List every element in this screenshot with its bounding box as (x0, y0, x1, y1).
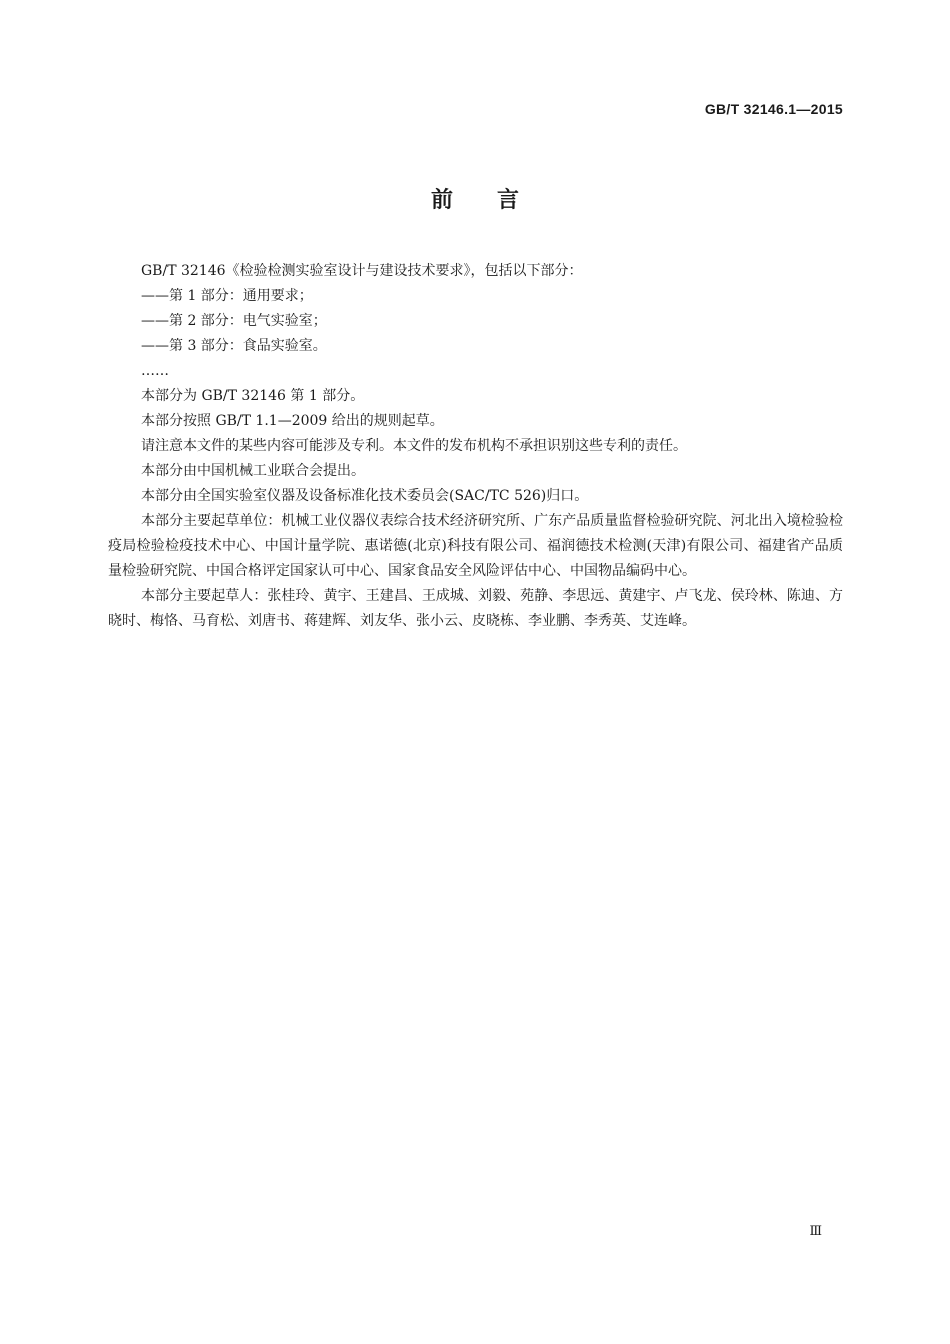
page-number: Ⅲ (809, 1224, 822, 1239)
paragraph-part-statement: 本部分为 GB/T 32146 第 1 部分。 (141, 388, 365, 404)
paragraph-technical-committee: 本部分由全国实验室仪器及设备标准化技术委员会(SAC/TC 526)归口。 (141, 488, 589, 504)
title-char-1: 前 (430, 188, 453, 213)
paragraph-series-intro: GB/T 32146《检验检测实验室设计与建设技术要求》，包括以下部分： (141, 263, 583, 279)
paragraph-drafting-organizations: 本部分主要起草单位：机械工业仪器仪表综合技术经济研究所、广东产品质量监督检验研究院、河北出入境检验检疫局检验检疫技术中心、中国计量学院、惠诺德(北京)科技有限公司、福润德技术检测(天津)有限公司、福建省产品质量检验研究院、中国合格评定国家认可中心、国家食品安全风险评估中心、中国物品编码中心。 (108, 513, 843, 579)
list-item-part-2: ——第 2 部分：电气实验室； (141, 313, 327, 329)
paragraph-drafters: 本部分主要起草人：张桂玲、黄宇、王建昌、王成城、刘毅、苑静、李思远、黄建宇、卢飞龙、侯玲林、陈迪、方晓时、梅恪、马育松、刘唐书、蒋建辉、刘友华、张小云、皮晓栋、李业鹏、李秀英、艾连峰。 (108, 588, 843, 629)
paragraph-patent-notice: 请注意本文件的某些内容可能涉及专利。本文件的发布机构不承担识别这些专利的责任。 (141, 438, 687, 454)
document-code: GB/T 32146.1—2015 (704, 101, 843, 117)
list-item-part-1: ——第 1 部分：通用要求； (141, 288, 313, 304)
title-char-2: 言 (497, 188, 520, 213)
paragraph-drafting-rules: 本部分按照 GB/T 1.1—2009 给出的规则起草。 (141, 413, 444, 429)
list-item-part-3: ——第 3 部分：食品实验室。 (141, 338, 327, 354)
paragraph-proposed-by: 本部分由中国机械工业联合会提出。 (141, 463, 365, 479)
page-title (0, 183, 950, 214)
foreword-body (108, 259, 843, 634)
list-ellipsis: …… (141, 363, 169, 379)
